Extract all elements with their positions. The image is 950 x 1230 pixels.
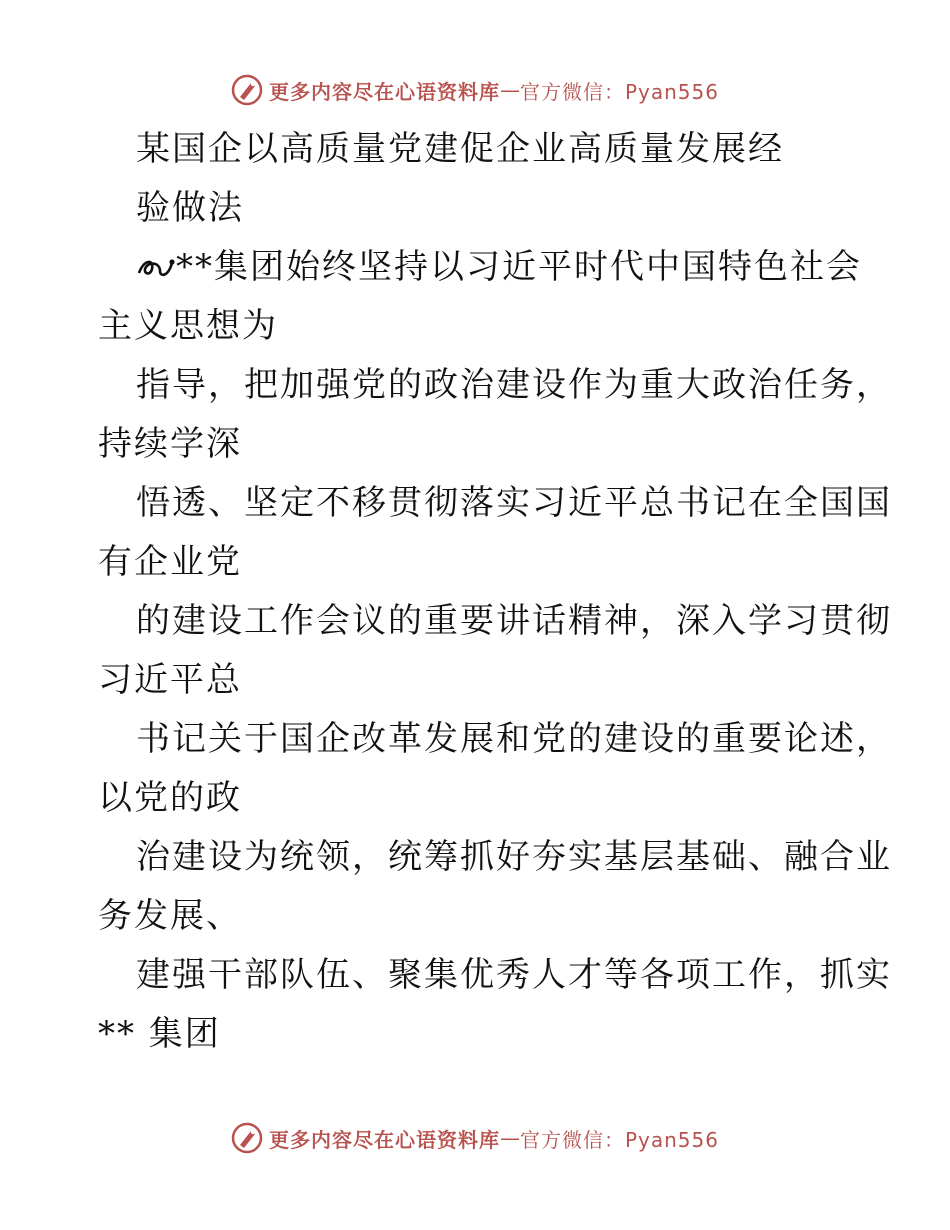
doc-title-line-1: 某国企以高质量党建促企业高质量发展经: [136, 129, 784, 169]
header-watermark: [0, 70, 950, 110]
footer-watermark: [0, 1118, 950, 1158]
doc-paragraph-line: ** 集团: [98, 1014, 221, 1054]
doc-paragraph-line: 书记关于国企改革发展和党的建设的重要论述，: [136, 719, 892, 759]
doc-paragraph-line: 有企业党: [98, 542, 242, 582]
doc-paragraph-line: 务发展、: [98, 896, 242, 936]
banner-separator: —: [499, 1126, 520, 1150]
banner-wechat-text: 官方微信：Pyan556: [519, 79, 719, 104]
banner-brand-text: 更多内容尽在心语资料库: [268, 1127, 500, 1152]
doc-paragraph-line: 建强干部队伍、聚集优秀人才等各项工作，抓实: [136, 955, 892, 995]
doc-paragraph-line: 习近平总: [98, 660, 242, 700]
doc-paragraph-line: 治建设为统领，统筹抓好夯实基层基础、融合业: [136, 837, 892, 877]
doc-paragraph-line: 指导，把加强党的政治建设作为重大政治任务，: [136, 365, 892, 405]
banner-wechat-text: 官方微信：Pyan556: [519, 1127, 719, 1152]
doc-paragraph-line: 悟透、坚定不移贯彻落实习近平总书记在全国国: [136, 483, 892, 523]
doc-paragraph-line: 主义思想为: [98, 306, 278, 346]
banner-brand-text: 更多内容尽在心语资料库: [268, 79, 500, 104]
doc-paragraph-line: 持续学深: [98, 424, 242, 464]
doc-paragraph-line: [98, 238, 862, 297]
pen-logo-icon: [231, 1122, 263, 1154]
doc-paragraph-line: 以党的政: [98, 778, 242, 818]
document-body: [98, 120, 892, 1064]
pen-logo-icon: [231, 74, 263, 106]
doc-paragraph-line: 的建设工作会议的重要讲话精神，深入学习贯彻: [136, 601, 892, 641]
banner-separator: —: [499, 78, 520, 102]
doc-title-line-2: 验做法: [136, 188, 244, 228]
flourish-ornament-icon: [136, 255, 176, 281]
doc-line-text: **集团始终坚持以习近平时代中国特色社会: [176, 247, 862, 287]
